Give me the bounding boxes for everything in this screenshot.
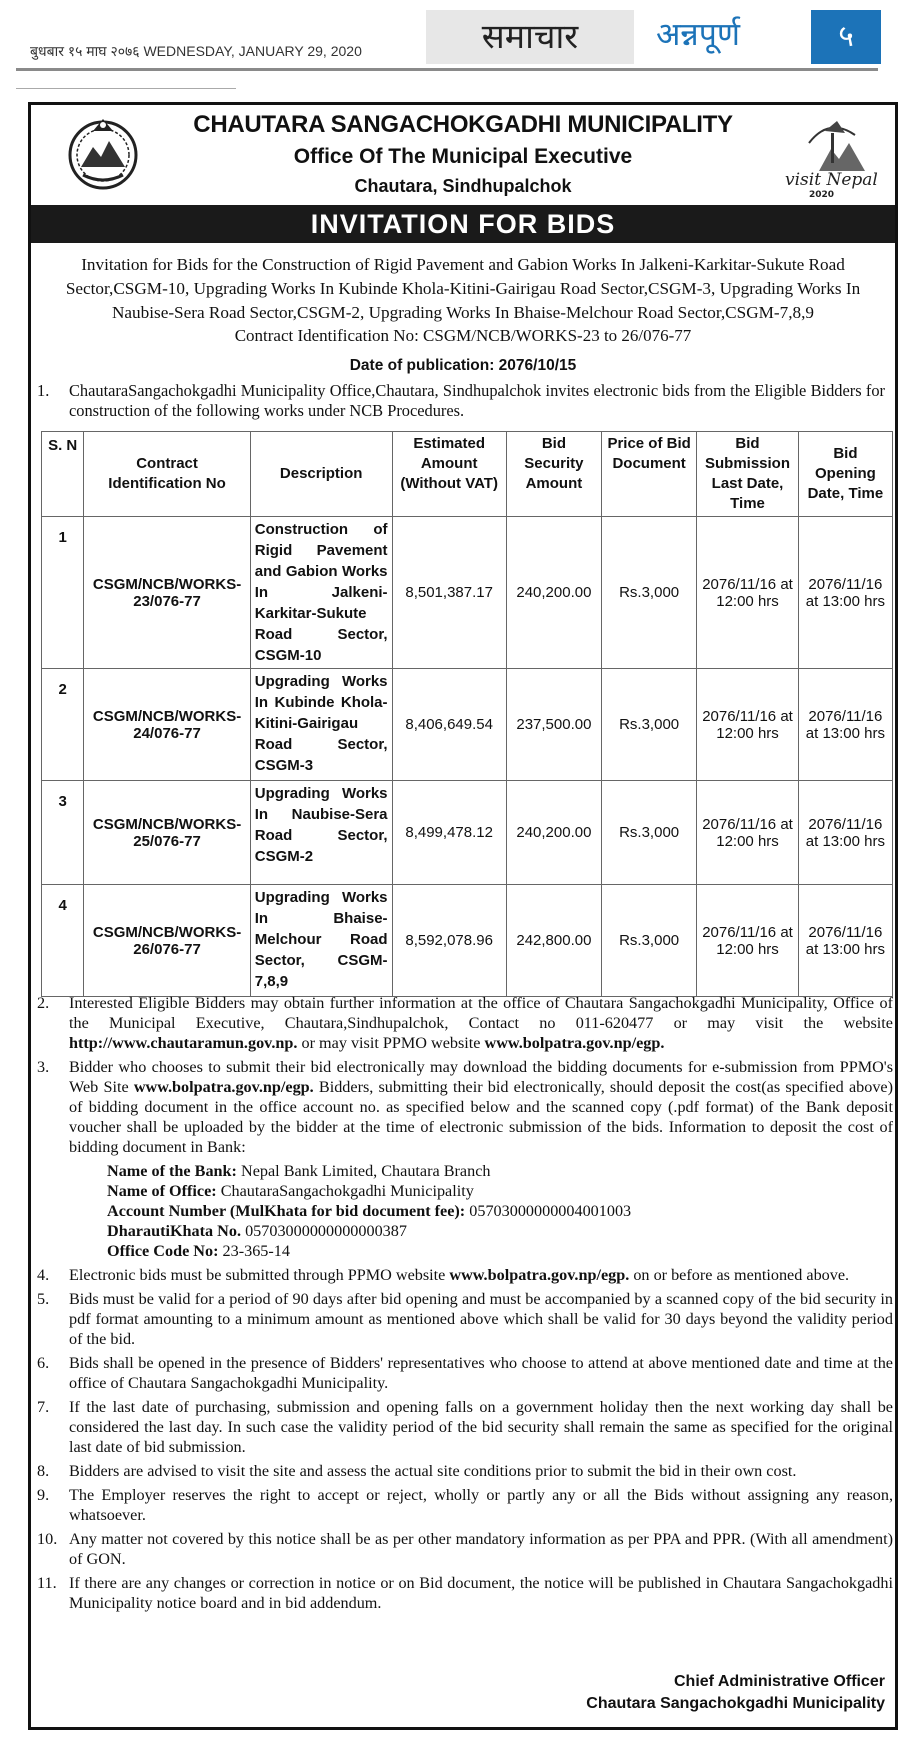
header-contract-id: Contract Identification No [84,432,250,517]
cell-description: Upgrading Works In Kubinde Khola-Kitini-Gairigau Road Sector, CSGM-3 [250,669,392,781]
clause-6 [37,1353,893,1393]
clause-number: 4. [37,1266,50,1284]
clause-text: ChautaraSangachokgadhi Municipality Office,Chautara, Sindhupalchok invites electronic bids from the Eligible Bidders for construction of the following works under NCB Procedures. [69,381,885,420]
clause-9 [37,1485,893,1525]
table-row [42,517,893,669]
cell-opening-date: 2076/11/16 at 13:00 hrs [798,517,892,669]
cell-sn: 3 [42,781,84,885]
cell-contract-id: CSGM/NCB/WORKS-25/076-77 [84,781,250,885]
intro-paragraph: Invitation for Bids for the Construction of Rigid Pavement and Gabion Works In Jalkeni-Karkitar-Sukute Road Sector,CSGM-10, Upgrading Works In Kubinde Khola-Kitini-Gairigau Road Sector,CSGM-3, Upgrading Works In Naubise-Sera Road Sector,CSGM-2, Upgrading Works In Bhaise-Melchour Road Sector,CSGM-7,8,9 [65,255,861,322]
clause-text: or may visit PPMO website [297,1034,485,1052]
cell-contract-id: CSGM/NCB/WORKS-23/076-77 [84,517,250,669]
clause-text: on or before as mentioned above. [629,1266,850,1284]
clause-3 [37,1057,893,1157]
cell-submission-date: 2076/11/16 at 12:00 hrs [697,517,799,669]
bank-line [107,1221,893,1241]
ppmo-website-link[interactable]: www.bolpatra.gov.np/egp. [484,1034,665,1052]
signatory-title: Chief Administrative Officer [673,1673,885,1690]
cell-price-document: Rs.3,000 [602,669,697,781]
clause-text: The Employer reserves the right to accept or reject, wholly or partly any or all the Bids without assigning any reason, whatsoever. [69,1486,893,1524]
bank-details [107,1161,893,1261]
clause-text: If the last date of purchasing, submission and opening falls on a government holiday then the next working day shall be considered the last day. In such case the validity period of the bid security shall remain the same as specified for the original last date of bid submission. [69,1398,893,1456]
cell-contract-id: CSGM/NCB/WORKS-24/076-77 [84,669,250,781]
cell-estimated-amount: 8,592,078.96 [392,885,506,997]
bank-label: Account Number (MulKhata for bid document fee): [107,1202,466,1220]
cell-sn: 4 [42,885,84,997]
cell-opening-date: 2076/11/16 at 13:00 hrs [798,781,892,885]
cell-estimated-amount: 8,501,387.17 [392,517,506,669]
cell-opening-date: 2076/11/16 at 13:00 hrs [798,669,892,781]
clause-text: Any matter not covered by this notice shall be as per other mandatory information as per PPA and PPR. (With all amendment) of GON. [69,1530,893,1568]
newspaper-masthead [16,8,878,70]
cell-estimated-amount: 8,499,478.12 [392,781,506,885]
header-sn: S. N [42,432,84,517]
header-description: Description [250,432,392,517]
invitation-banner: INVITATION FOR BIDS [31,205,895,243]
header-bid-security: Bid Security Amount [506,432,601,517]
clause-number: 11. [37,1574,57,1592]
header-estimated-amount: Estimated Amount (Without VAT) [392,432,506,517]
ppmo-website-link[interactable]: www.bolpatra.gov.np/egp. [449,1266,630,1284]
bank-label: Office Code No: [107,1242,219,1260]
signatory-organization: Chautara Sangachokgadhi Municipality [586,1695,885,1712]
clause-text: If there are any changes or correction in notice or on Bid document, the notice will be published in Chautara Sangachokgadhi Municipality notice board and in bid addendum. [69,1574,893,1612]
cell-bid-security: 242,800.00 [506,885,601,997]
cell-description: Construction of Rigid Pavement and Gabion Works In Jalkeni-Karkitar-Sukute Road Sector, CSGM-10 [250,517,392,669]
cell-bid-security: 237,500.00 [506,669,601,781]
clause-text: Interested Eligible Bidders may obtain further information at the office of Chautara Sangachokgadhi Municipality, Office of the Municipal Executive, Chautara,Sindhupalchok, Contact no 011-620477 or may visit the website [69,994,893,1032]
notice-header [31,105,895,205]
ppmo-website-link[interactable]: www.bolpatra.gov.np/egp. [133,1078,314,1096]
clause-text: Bids must be valid for a period of 90 days after bid opening and must be accompanied by a scanned copy of the bid security in pdf format amounting to a minimum amount as mentioned above which shall be valid for 30 days beyond the validity period of the bid. [69,1290,893,1348]
cell-submission-date: 2076/11/16 at 12:00 hrs [697,885,799,997]
office-location: Chautara, Sindhupalchok [354,176,572,196]
bank-line [107,1161,893,1181]
table-row [42,669,893,781]
bank-label: DharautiKhata No. [107,1222,242,1240]
clause-text: Bidder who chooses to submit their bid electronically may download the bidding documents for e-submission from PPMO's Web Site [69,1058,893,1096]
clause-number: 8. [37,1462,50,1480]
clause-number: 9. [37,1486,50,1504]
municipality-website-link[interactable]: http://www.chautaramun.gov.np. [69,1034,298,1052]
bank-value: Nepal Bank Limited, Chautara Branch [236,1162,491,1180]
clause-5 [37,1289,893,1349]
cell-price-document: Rs.3,000 [602,781,697,885]
masthead-date: बुधबार १५ माघ २०७६ WEDNESDAY, JANUARY 29, 2020 [30,43,362,59]
clause-7 [37,1397,893,1457]
bank-value: 05703000000004001003 [465,1202,632,1220]
column-rule [16,88,236,89]
clause-number: 5. [37,1290,50,1308]
publication-date: Date of publication: 2076/10/15 [349,357,577,374]
cell-bid-security: 240,200.00 [506,781,601,885]
signature-block [586,1671,885,1715]
clause-11 [37,1573,893,1613]
bids-table [41,431,893,997]
cell-contract-id: CSGM/NCB/WORKS-26/076-77 [84,885,250,997]
bank-line [107,1241,893,1261]
clause-4 [37,1265,893,1285]
bank-label: Name of Office: [107,1182,217,1200]
cell-description: Upgrading Works In Bhaise-Melchour Road Sector, CSGM-7,8,9 [250,885,392,997]
cell-submission-date: 2076/11/16 at 12:00 hrs [697,669,799,781]
bank-label: Name of the Bank: [107,1162,237,1180]
cell-opening-date: 2076/11/16 at 13:00 hrs [798,885,892,997]
cell-bid-security: 240,200.00 [506,517,601,669]
cell-price-document: Rs.3,000 [602,885,697,997]
bank-value: 23-365-14 [218,1242,290,1260]
masthead-rule [16,68,878,71]
table-row [42,781,893,885]
newspaper-name: अन्नपूर्ण [656,15,741,53]
page-number: ५ [811,10,881,64]
cell-sn: 1 [42,517,84,669]
bank-value: 05703000000000000387 [241,1222,407,1240]
clause-number: 3. [37,1058,50,1076]
cell-price-document: Rs.3,000 [602,517,697,669]
cell-description: Upgrading Works In Naubise-Sera Road Sector, CSGM-2 [250,781,392,885]
clause-text: Bidders are advised to visit the site and assess the actual site conditions prior to submit the bid in their own cost. [69,1462,797,1480]
cell-submission-date: 2076/11/16 at 12:00 hrs [697,781,799,885]
cell-estimated-amount: 8,406,649.54 [392,669,506,781]
office-name: Office Of The Municipal Executive [293,145,633,168]
clause-text: Electronic bids must be submitted through PPMO website [69,1266,450,1284]
contract-identification: Contract Identification No: CSGM/NCB/WORKS-23 to 26/076-77 [234,326,692,345]
clause-number: 6. [37,1354,50,1372]
clause-text: Bids shall be opened in the presence of Bidders' representatives who choose to attend at above mentioned date and time at the office of Chautara Sangachokgadhi Municipality. [69,1354,893,1392]
clause-8 [37,1461,893,1481]
clause-number: 10. [37,1530,58,1548]
clause-number: 7. [37,1398,50,1416]
bid-notice [28,102,898,1730]
municipality-name: CHAUTARA SANGACHOKGADHI MUNICIPALITY [193,111,733,138]
clauses-list [37,993,893,1617]
bank-line [107,1201,893,1221]
clause-2 [37,993,893,1053]
bank-value: ChautaraSangachokgadhi Municipality [216,1182,474,1200]
section-label: समाचार [426,10,634,64]
header-opening-date: Bid Opening Date, Time [798,432,892,517]
clause-10 [37,1529,893,1569]
cell-sn: 2 [42,669,84,781]
visit-nepal-logo-icon [779,113,883,199]
clause-number: 2. [37,994,50,1012]
clause-text: Bidders, submitting their bid electronically, should deposit the cost(as specified above) of bidding document in the office account no. as specified below and the scanned copy (.pdf format) of the Bank deposit voucher shall be uploaded by the bidder at the time of electronic submission of the bids. Information to deposit the cost of bidding document in Bank: [69,1078,893,1156]
clause-number: 1. [37,381,50,400]
visit-nepal-text: visit Nepal [785,170,878,190]
visit-nepal-year: 2020 [809,190,835,199]
bank-line [107,1181,893,1201]
header-price-document: Price of Bid Document [602,432,697,517]
table-row [42,885,893,997]
header-submission-date: Bid Submission Last Date, Time [697,432,799,517]
